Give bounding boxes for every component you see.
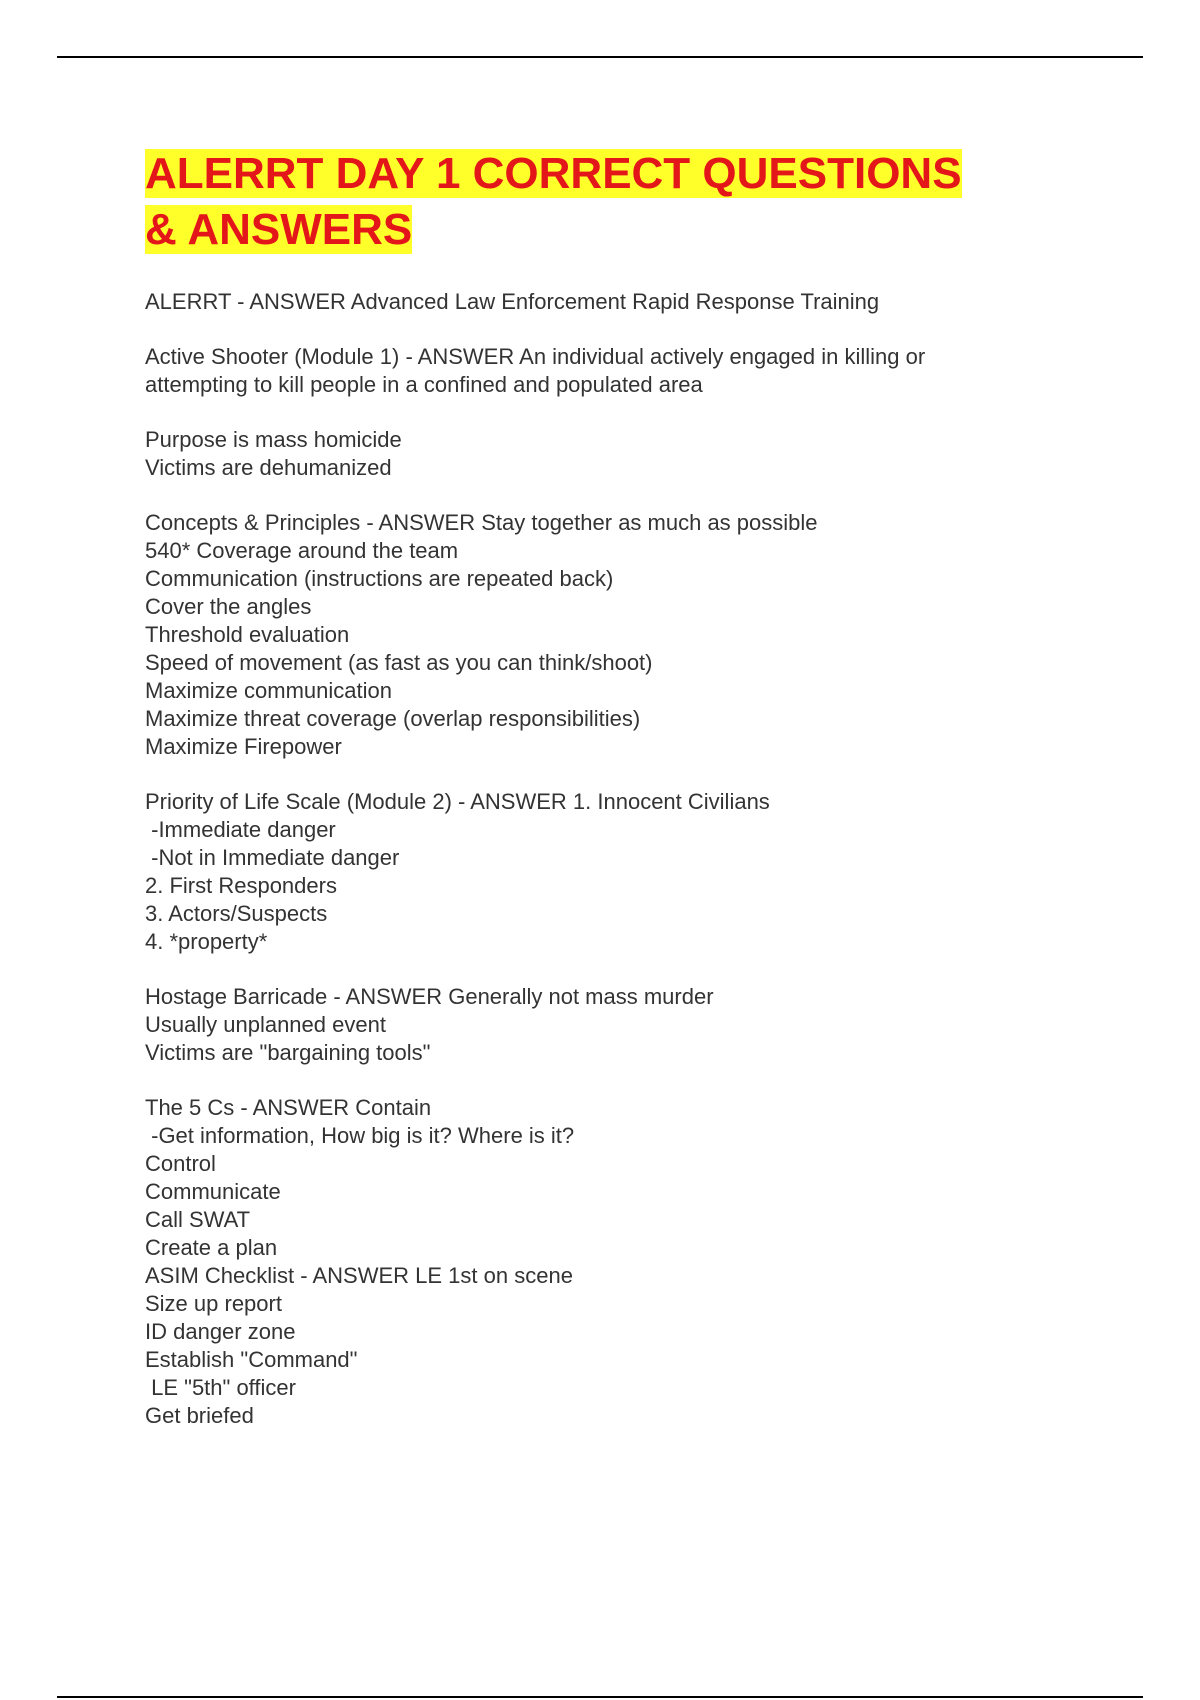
text-line: 3. Actors/Suspects bbox=[145, 901, 328, 926]
text-line: Active Shooter (Module 1) - ANSWER An individual actively engaged in killing or bbox=[145, 344, 926, 369]
text-line: Purpose is mass homicide bbox=[145, 427, 402, 452]
text-line: Cover the angles bbox=[145, 594, 312, 619]
text-line: 540* Coverage around the team bbox=[145, 538, 459, 563]
qa-block-hostage-barricade bbox=[145, 983, 1065, 1067]
text-line: Get briefed bbox=[145, 1403, 254, 1428]
text-line: ASIM Checklist - ANSWER LE 1st on scene bbox=[145, 1263, 573, 1288]
bottom-rule bbox=[57, 1696, 1143, 1698]
text-line: attempting to kill people in a confined and populated area bbox=[145, 372, 703, 397]
title-line-2: & ANSWERS bbox=[145, 205, 413, 254]
text-line: 2. First Responders bbox=[145, 873, 337, 898]
text-line: Concepts & Principles - ANSWER Stay together as much as possible bbox=[145, 510, 818, 535]
text-line: Priority of Life Scale (Module 2) - ANSWER 1. Innocent Civilians bbox=[145, 789, 770, 814]
text-line: LE "5th" officer bbox=[145, 1375, 296, 1400]
text-line: Usually unplanned event bbox=[145, 1012, 386, 1037]
text-line: ALERRT - ANSWER Advanced Law Enforcement Rapid Response Training bbox=[145, 289, 880, 314]
text-line: Communication (instructions are repeated back) bbox=[145, 566, 614, 591]
qa-block-five-cs bbox=[145, 1094, 1065, 1430]
document-body bbox=[145, 146, 1065, 1457]
title-line-1: ALERRT DAY 1 CORRECT QUESTIONS bbox=[145, 149, 962, 198]
text-line: 4. *property* bbox=[145, 929, 268, 954]
qa-block-alerrt bbox=[145, 288, 1065, 316]
qa-block-concepts bbox=[145, 509, 1065, 761]
text-line: ID danger zone bbox=[145, 1319, 296, 1344]
qa-block-priority-of-life bbox=[145, 788, 1065, 956]
text-line: -Get information, How big is it? Where is it? bbox=[145, 1123, 575, 1148]
text-line: Maximize threat coverage (overlap responsibilities) bbox=[145, 706, 641, 731]
text-line: Speed of movement (as fast as you can think/shoot) bbox=[145, 650, 653, 675]
qa-block-purpose bbox=[145, 426, 1065, 482]
text-line: Size up report bbox=[145, 1291, 282, 1316]
text-line: Maximize communication bbox=[145, 678, 392, 703]
qa-block-active-shooter bbox=[145, 343, 1065, 399]
text-line: Victims are dehumanized bbox=[145, 455, 392, 480]
text-line: Hostage Barricade - ANSWER Generally not mass murder bbox=[145, 984, 714, 1009]
text-line: Threshold evaluation bbox=[145, 622, 350, 647]
text-line: Create a plan bbox=[145, 1235, 278, 1260]
top-rule bbox=[57, 56, 1143, 58]
text-line: -Not in Immediate danger bbox=[145, 845, 400, 870]
text-line: The 5 Cs - ANSWER Contain bbox=[145, 1095, 432, 1120]
text-line: Maximize Firepower bbox=[145, 734, 342, 759]
text-line: Call SWAT bbox=[145, 1207, 251, 1232]
text-line: Communicate bbox=[145, 1179, 281, 1204]
document-title bbox=[145, 146, 1065, 258]
text-line: -Immediate danger bbox=[145, 817, 336, 842]
text-line: Victims are "bargaining tools" bbox=[145, 1040, 431, 1065]
text-line: Establish "Command" bbox=[145, 1347, 358, 1372]
text-line: Control bbox=[145, 1151, 216, 1176]
